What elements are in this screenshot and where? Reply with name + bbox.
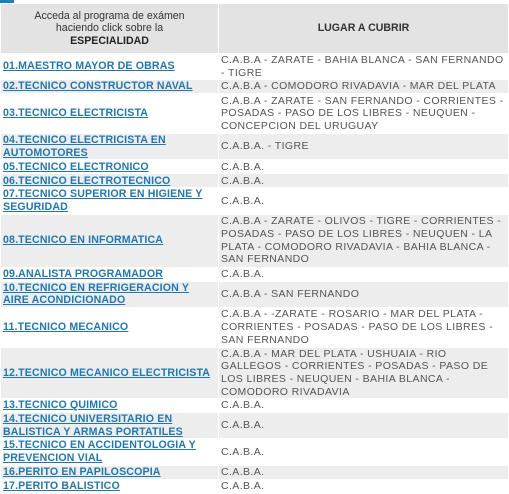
top-strip	[0, 0, 509, 3]
lugar-cell: C.A.B.A - MAR DEL PLATA - USHUAIA - RIO GALLEGOS - CORRIENTES - POSADAS - PASO DE LOS LIBRES - NEUQUEN - BAHIA BLANCA - COMODORO RIVADAVIA	[219, 347, 509, 398]
table-row	[1, 413, 509, 439]
lugar-cell: C.A.B.A. - TIGRE	[219, 134, 509, 160]
table-row	[1, 80, 509, 94]
especialidad-cell	[1, 174, 219, 188]
especialidad-link[interactable]: 16.PERITO EN PAPILOSCOPIA	[3, 465, 161, 478]
especialidad-cell	[1, 267, 219, 281]
especialidad-link[interactable]: 02.TECNICO CONSTRUCTOR NAVAL	[3, 80, 193, 93]
table-row	[1, 281, 509, 307]
especialidad-link[interactable]: 07.TECNICO SUPERIOR EN HIGIENE Y SEGURIDAD	[3, 188, 203, 213]
specialties-table	[0, 3, 509, 494]
especialidad-cell	[1, 80, 219, 94]
table-header-row	[1, 4, 509, 54]
especialidad-link[interactable]: 06.TECNICO ELECTROTECNICO	[3, 174, 171, 187]
table-row	[1, 160, 509, 174]
lugar-cell: C.A.B.A.	[219, 399, 509, 413]
especialidad-link[interactable]: 05.TECNICO ELECTRONICO	[3, 160, 149, 173]
lugar-cell: C.A.B.A - ZARATE - BAHIA BLANCA - SAN FERNANDO - TIGRE	[219, 54, 509, 80]
top-accent	[0, 0, 14, 3]
table-row	[1, 188, 509, 214]
table-row	[1, 465, 509, 479]
header-lugar-a-cubrir: LUGAR A CUBRIR	[219, 4, 509, 54]
lugar-cell: C.A.B.A.	[219, 413, 509, 439]
table-row	[1, 347, 509, 398]
header-especialidad-label: ESPECIALIDAD	[70, 34, 149, 47]
especialidad-link[interactable]: 09.ANALISTA PROGRAMADOR	[3, 267, 164, 280]
table-row	[1, 94, 509, 134]
especialidad-link[interactable]: 10.TECNICO EN REFRIGERACION Y AIRE ACONDICIONADO	[3, 281, 190, 307]
table-row	[1, 134, 509, 160]
lugar-cell: C.A.B.A.	[219, 188, 509, 214]
especialidad-cell	[1, 281, 219, 307]
especialidad-cell	[1, 439, 219, 465]
especialidad-cell	[1, 134, 219, 160]
especialidad-link[interactable]: 17.PERITO BALISTICO	[3, 479, 120, 492]
table-row	[1, 479, 509, 493]
especialidad-link[interactable]: 11.TECNICO MECANICO	[3, 320, 129, 333]
especialidad-cell	[1, 94, 219, 134]
especialidad-link[interactable]: 12.TECNICO MECANICO ELECTRICISTA	[3, 366, 211, 379]
especialidad-cell	[1, 399, 219, 413]
lugar-cell: C.A.B.A.	[219, 439, 509, 465]
lugar-cell: C.A.B.A - ZARATE - SAN FERNANDO - CORRIENTES - POSADAS - PASO DE LOS LIBRES - NEUQUEN - CONCEPCION DEL URUGUAY	[219, 94, 509, 134]
especialidad-cell	[1, 214, 219, 267]
especialidad-cell	[1, 160, 219, 174]
table-row	[1, 399, 509, 413]
lugar-cell: C.A.B.A.	[219, 465, 509, 479]
table-row	[1, 214, 509, 267]
header-instruction-line2: haciendo click sobre la	[55, 22, 164, 35]
especialidad-link[interactable]: 03.TECNICO ELECTRICISTA	[3, 107, 149, 120]
especialidad-link[interactable]: 14.TECNICO UNIVERSITARIO EN BALISTICA Y ARMAS PORTATILES	[3, 413, 183, 438]
table-row	[1, 267, 509, 281]
table-row	[1, 54, 509, 80]
especialidad-link[interactable]: 01.MAESTRO MAYOR DE OBRAS	[3, 60, 175, 73]
especialidad-link[interactable]: 08.TECNICO EN INFORMATICA	[3, 234, 164, 247]
especialidad-link[interactable]: 04.TECNICO ELECTRICISTA EN AUTOMOTORES	[3, 134, 166, 159]
lugar-cell: C.A.B.A.	[219, 160, 509, 174]
especialidad-cell	[1, 347, 219, 398]
lugar-cell: C.A.B.A - ZARATE - OLIVOS - TIGRE - CORRIENTES - POSADAS - PASO DE LOS LIBRES - NEUQUEN - LA PLATA - COMODORO RIVADAVIA - BAHIA BLANCA - SAN FERNANDO	[219, 214, 509, 267]
header-instruction-line1: Acceda al programa de exámen	[34, 9, 185, 22]
lugar-cell: C.A.B.A.	[219, 479, 509, 493]
lugar-cell: C.A.B.A.	[219, 174, 509, 188]
table-row	[1, 174, 509, 188]
especialidad-cell	[1, 307, 219, 347]
lugar-cell: C.A.B.A - SAN FERNANDO	[219, 281, 509, 307]
especialidad-cell	[1, 465, 219, 479]
table-row	[1, 307, 509, 347]
table-row	[1, 439, 509, 465]
especialidad-link[interactable]: 15.TECNICO EN ACCIDENTOLOGIA Y PREVENCION VIAL	[3, 439, 196, 464]
especialidad-cell	[1, 54, 219, 80]
table-body	[1, 54, 509, 494]
especialidad-cell	[1, 479, 219, 493]
header-especialidad	[1, 4, 219, 54]
especialidad-cell	[1, 188, 219, 214]
especialidad-cell	[1, 413, 219, 439]
lugar-cell: C.A.B.A - COMODORO RIVADAVIA - MAR DEL PLATA	[219, 80, 509, 94]
lugar-cell: C.A.B.A - -ZARATE - ROSARIO - MAR DEL PLATA - CORRIENTES - POSADAS - PASO DE LOS LIBRES - SAN FERNANDO	[219, 307, 509, 347]
especialidad-link[interactable]: 13.TECNICO QUIMICO	[3, 399, 118, 412]
lugar-cell: C.A.B.A.	[219, 267, 509, 281]
